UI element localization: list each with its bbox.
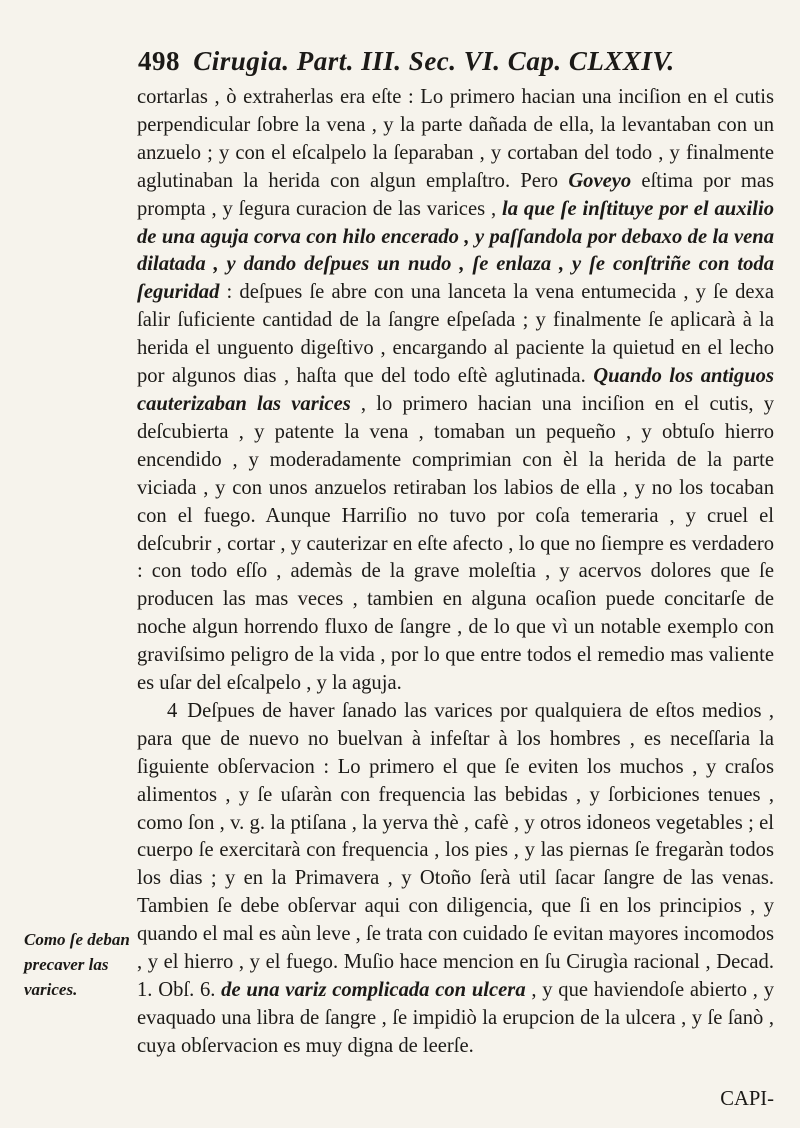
running-title: Cirugia. Part. III. Sec. VI. Cap. CLXXIV.: [193, 46, 675, 76]
running-head: [138, 46, 718, 77]
margin-note: Como ſe deban precaver las varices.: [24, 930, 130, 999]
paragraph-continued: [137, 84, 774, 698]
text-run: , lo primero hacian una inciſion en el cutis, y deſcubierta , y patente la vena , tomaban un pequeño , y obtuſo hierro encendido , y moderadamente comprimian con èl la herida de la parte viciada , y con unos anzuelos retiraban los labios de ella , y no los tocaban con el fuego. Aunque Harriſio no tuvo por coſa temeraria , y cruel el deſcubrir , cortar , y cauterizar en eſte afecto , lo que no ſiempre es verdadero : con todo eſſo , ademàs de la grave moleſtia , y acervos dolores que ſe producen las mas veces , tambien en alguna ocaſion puede concitarſe de noche algun horrendo fluxo de ſangre , de lo que vì un notable exemplo con graviſsimo peligro de la vida , por lo que entre todos el remedio mas valiente es uſar del eſcalpelo , y la aguja.: [137, 392, 774, 695]
emphasized-quote: Quando los antiguos cauterizaban las varices: [137, 365, 774, 415]
text-run: eſtima por mas prompta , y ſegura curacion de las varices ,: [137, 169, 774, 220]
emphasized-quote: la que ſe inſtituye por el auxilio de una aguja corva con hilo encerado , y paſſandola por debaxo de la vena dilatada , y dando deſpues un nudo , ſe enlaza , y ſe conſtriñe con toda ſeguridad: [137, 197, 774, 304]
paragraph-number: 4: [167, 699, 178, 722]
catchword: CAPI-: [720, 1088, 774, 1110]
author-name: Goveyo: [568, 169, 632, 192]
emphasized-quote: de una variz complicada con ulcera: [221, 979, 526, 1001]
main-text: [137, 84, 774, 1061]
text-run: Deſpues de haver ſanado las varices por qualquiera de eſtos medios , para que de nuevo no buelvan à infeſtar à los hombres , es neceſſaria la ſiguiente obſervacion : Lo primero el que ſe eviten los muchos , y craſos alimentos , y ſe uſaràn con frequencia las bebidas , y ſorbiciones tenues , como ſon , v. g. la ptiſana , la yerva thè , cafè , y otros idoneos vegetables ; el cuerpo ſe exercitarà con frequencia , los pies , y las piernas ſe fregaràn todos los dias ; y en la Primavera , y Otoño ſerà util ſacar ſangre de las venas. Tambien ſe debe obſervar aqui con diligencia, que ſi en los principios , y quando el mal es aùn leve , ſe trata con cuidado ſe evitan mayores incomodos , y el hierro , y el fuego. Muſio hace mencion en ſu Cirugìa racional , Decad. 1. Obſ. 6.: [137, 699, 774, 1001]
paragraph-4: [137, 698, 774, 1061]
text-run: : deſpues ſe abre con una lanceta la vena entumecida , y ſe dexa ſalir ſuficiente cantidad de la ſangre eſpeſada ; y finalmente ſe aplicarà à la herida el unguento digeſtivo , encargando al paciente la quietud en el lecho por algunos dias , haſta que del todo eſtè aglutinada.: [137, 281, 774, 388]
page-number: 498: [138, 46, 180, 76]
text-run: , y que haviendoſe abierto , y evaquado una libra de ſangre , ſe impidiò la erupcion de la ulcera , y ſe ſanò , cuya obſervacion es muy digna de leerſe.: [137, 979, 774, 1057]
text-run: cortarlas , ò extraherlas era eſte : Lo primero hacian una inciſion en el cutis perpendicular ſobre la vena , y la parte dañada de ella, la levantaban con un anzuelo ; y con el eſcalpelo la ſeparaban , y cortaban del todo , y finalmente aglutinaban la herida con algun emplaſtro. Pero: [137, 86, 774, 192]
